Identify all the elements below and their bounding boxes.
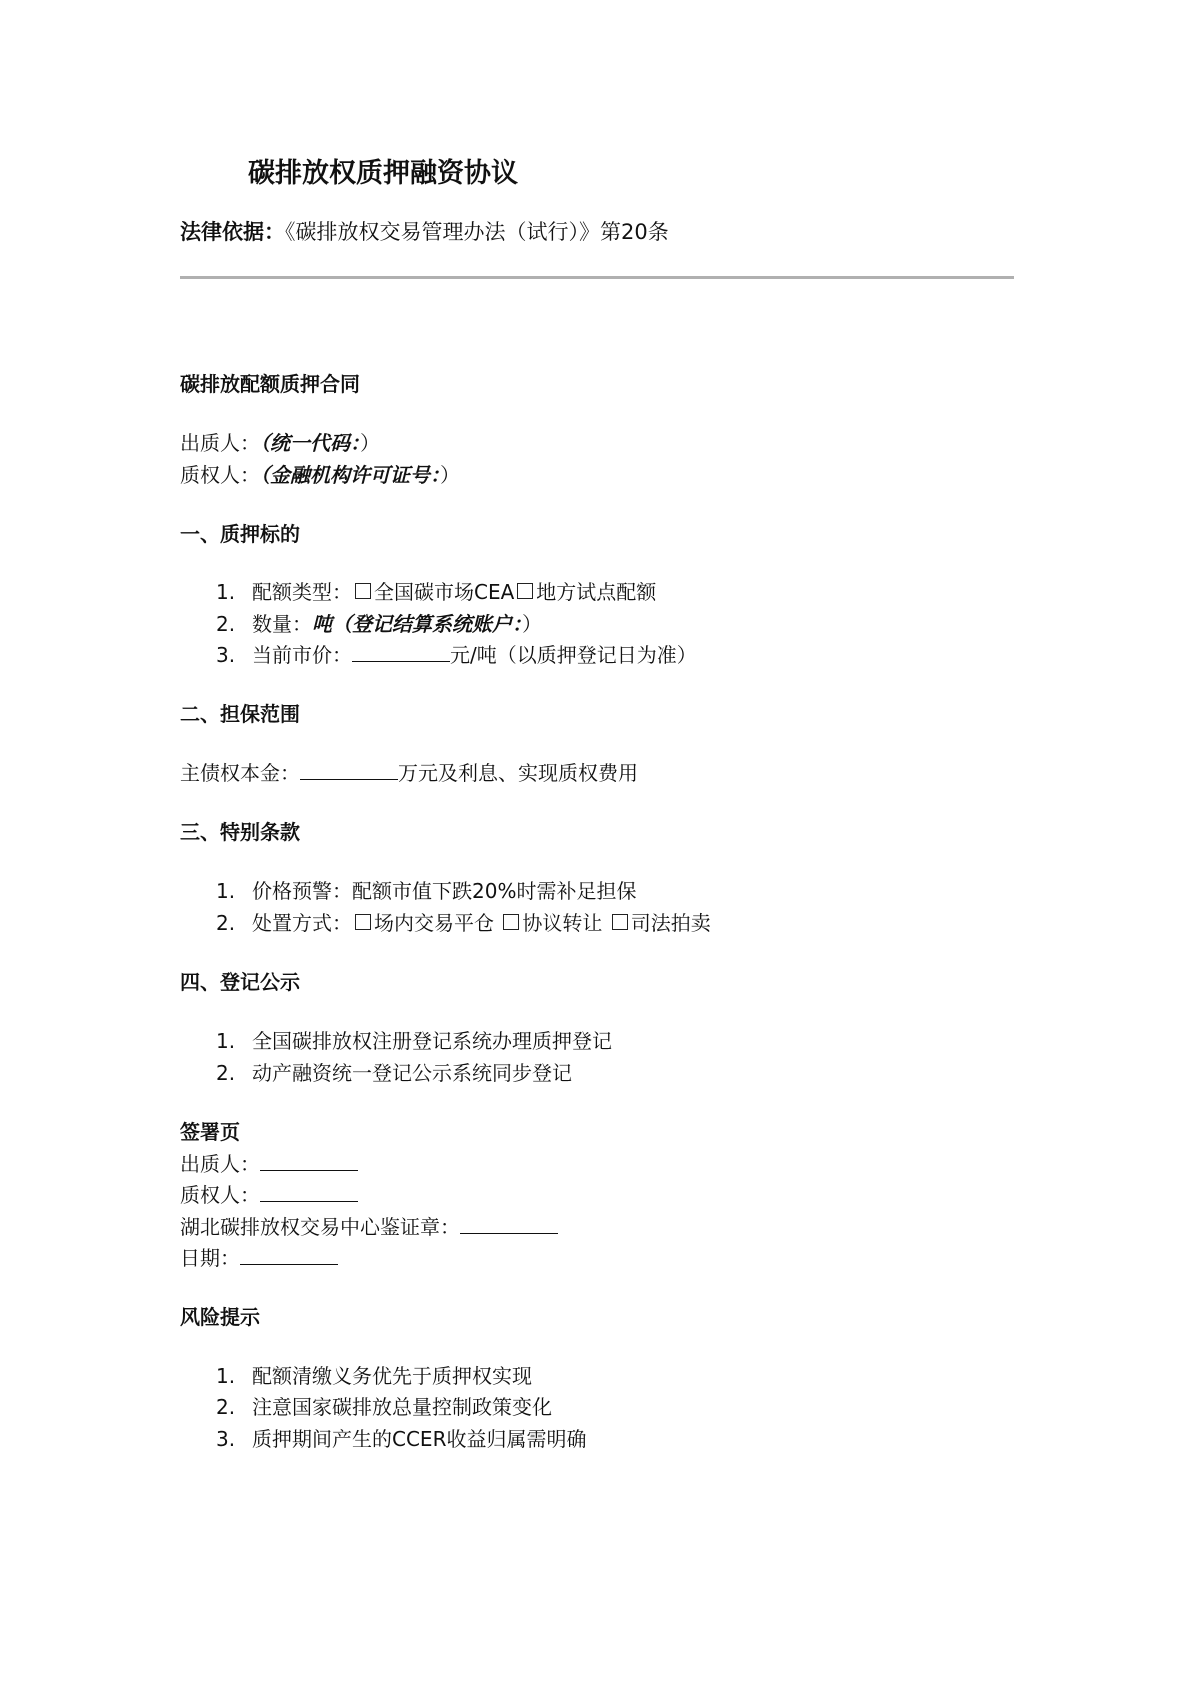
checkbox-icon[interactable] <box>503 914 519 930</box>
quantity-unit-note: 吨（登记结算系统账户： <box>312 612 522 636</box>
risk-heading: 风险提示 <box>180 1305 260 1329</box>
list-item <box>216 1427 586 1451</box>
signature-exchange-blank[interactable] <box>460 1216 558 1234</box>
price-warning-text: 价格预警：配额市值下跌20%时需补足担保 <box>252 879 637 903</box>
allowance-type-label: 配额类型： <box>252 580 352 604</box>
signature-date-label: 日期： <box>180 1246 240 1270</box>
item-number: 3. <box>216 1427 236 1451</box>
pledgee-label: 质权人： <box>180 463 260 487</box>
item-number: 1. <box>216 1029 236 1053</box>
divider <box>180 276 1014 279</box>
risk-text: 配额清缴义务优先于质押权实现 <box>252 1364 532 1388</box>
list-item <box>216 879 636 903</box>
pledgor-close: ） <box>360 431 380 455</box>
principal-suffix: 万元及利息、实现质权费用 <box>398 761 638 785</box>
registration-text: 动产融资统一登记公示系统同步登记 <box>252 1061 572 1085</box>
list-item <box>216 612 542 636</box>
pledgee-line <box>180 463 460 487</box>
principal-line <box>180 761 638 785</box>
item-number: 1. <box>216 879 236 903</box>
principal-label: 主债权本金： <box>180 761 300 785</box>
checkbox-icon[interactable] <box>355 583 371 599</box>
checkbox-icon[interactable] <box>517 583 533 599</box>
list-item <box>216 1061 572 1085</box>
registration-text: 全国碳排放权注册登记系统办理质押登记 <box>252 1029 612 1053</box>
legal-basis-text: 《碳排放权交易管理办法（试行）》第20条 <box>285 220 669 244</box>
item-number: 2. <box>216 1061 236 1085</box>
signature-date-blank[interactable] <box>240 1247 338 1265</box>
option-agreement-transfer: 协议转让 <box>522 911 603 935</box>
pledgor-line <box>180 431 380 455</box>
option-national-cea: 全国碳市场CEA <box>374 580 515 604</box>
market-price-blank[interactable] <box>352 644 450 662</box>
document-title: 碳排放权质押融资协议 <box>248 158 518 189</box>
list-item <box>216 643 697 667</box>
signature-pledgee-label: 质权人： <box>180 1183 260 1207</box>
legal-basis <box>180 220 669 245</box>
signature-exchange <box>180 1215 558 1239</box>
signature-pledgee <box>180 1183 358 1207</box>
signature-heading: 签署页 <box>180 1120 240 1144</box>
disposal-label: 处置方式： <box>252 911 352 935</box>
principal-blank[interactable] <box>300 762 398 780</box>
option-judicial-auction: 司法拍卖 <box>630 911 711 935</box>
list-item <box>216 580 656 604</box>
legal-basis-label: 法律依据： <box>180 220 285 244</box>
section2-heading: 二、担保范围 <box>180 702 300 726</box>
quantity-label: 数量： <box>252 612 312 636</box>
list-item <box>216 911 711 935</box>
contract-title: 碳排放配额质押合同 <box>180 372 360 396</box>
item-number: 3. <box>216 643 236 667</box>
market-price-suffix: 元/吨（以质押登记日为准） <box>450 643 697 667</box>
item-number: 2. <box>216 1395 236 1419</box>
risk-text: 质押期间产生的CCER收益归属需明确 <box>252 1427 587 1451</box>
signature-exchange-label: 湖北碳排放权交易中心鉴证章： <box>180 1215 460 1239</box>
list-item <box>216 1364 532 1388</box>
list-item <box>216 1395 552 1419</box>
list-item <box>216 1029 612 1053</box>
pledgee-license-note: （金融机构许可证号： <box>260 463 440 487</box>
section4-heading: 四、登记公示 <box>180 970 300 994</box>
section1-heading: 一、质押标的 <box>180 522 300 546</box>
item-number: 2. <box>216 612 236 636</box>
signature-pledgee-blank[interactable] <box>260 1184 358 1202</box>
pledgor-label: 出质人： <box>180 431 260 455</box>
signature-date <box>180 1246 338 1270</box>
signature-pledgor-blank[interactable] <box>260 1153 358 1171</box>
option-exchange-liquidation: 场内交易平仓 <box>374 911 494 935</box>
checkbox-icon[interactable] <box>612 914 628 930</box>
pledgee-close: ） <box>440 463 460 487</box>
signature-pledgor <box>180 1152 358 1176</box>
option-local-pilot: 地方试点配额 <box>536 580 657 604</box>
quantity-close: ） <box>522 612 542 636</box>
item-number: 1. <box>216 580 236 604</box>
item-number: 2. <box>216 911 236 935</box>
risk-text: 注意国家碳排放总量控制政策变化 <box>252 1395 552 1419</box>
signature-pledgor-label: 出质人： <box>180 1152 260 1176</box>
section3-heading: 三、特别条款 <box>180 820 300 844</box>
pledgor-code-note: （统一代码： <box>260 431 360 455</box>
item-number: 1. <box>216 1364 236 1388</box>
market-price-label: 当前市价： <box>252 643 352 667</box>
checkbox-icon[interactable] <box>355 914 371 930</box>
